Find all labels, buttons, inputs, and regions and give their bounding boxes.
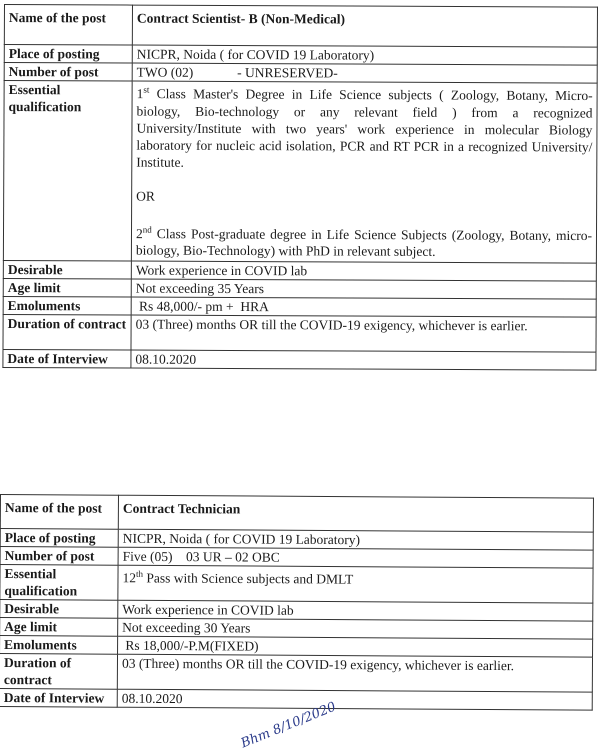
paragraph-text: Class Post-graduate degree in Life Science Subjects (Zoology, Botany, micro-biology, Bio-Technology) with PhD in relevant subject. — [135, 225, 593, 259]
row-label: Number of post — [0, 547, 118, 566]
ordinal-number: 2 — [135, 225, 143, 241]
row-value — [118, 565, 593, 603]
table-row — [4, 63, 597, 84]
table-row — [0, 495, 593, 533]
table-row — [0, 688, 592, 710]
row-value: Work experience in COVID lab — [118, 600, 593, 621]
row-label: Emoluments — [0, 636, 118, 655]
paragraph-text: OR — [136, 188, 155, 204]
qualification-paragraph — [136, 221, 592, 260]
row-value: Rs 48,000/- pm + HRA — [131, 297, 596, 317]
ordinal-suffix: th — [135, 568, 144, 579]
row-value: Not exceeding 30 Years — [118, 618, 593, 639]
row-value: Five (05) 03 UR – 02 OBC — [118, 547, 593, 568]
post-table-scientist — [2, 4, 598, 371]
ordinal-number: 1 — [136, 86, 144, 102]
table-row — [0, 565, 593, 604]
row-value: 08.10.2020 — [131, 350, 596, 370]
row-value: Contract Technician — [118, 495, 593, 532]
table-row — [4, 5, 597, 48]
row-label: Desirable — [3, 260, 131, 279]
row-label: Number of post — [4, 63, 132, 82]
row-value: Not exceeding 35 Years — [131, 279, 596, 299]
row-label: Date of Interview — [0, 688, 117, 707]
table-row — [4, 45, 597, 66]
post-table-technician — [0, 494, 594, 711]
ordinal-suffix: st — [143, 84, 150, 95]
paragraph-text: Pass with Science subjects and DMLT — [142, 570, 354, 587]
row-label: Name of the post — [4, 5, 132, 46]
row-label: Place of posting — [4, 45, 132, 64]
table-row — [0, 654, 593, 693]
qualification-paragraph — [122, 566, 588, 589]
row-label: Date of Interview — [3, 349, 131, 368]
row-label: Age limit — [0, 618, 118, 637]
row-label: Place of posting — [0, 529, 118, 548]
row-label: Age limit — [3, 278, 131, 297]
qualification-paragraph — [136, 82, 592, 172]
row-value: NICPR, Noida ( for COVID 19 Laboratory) — [118, 529, 593, 550]
row-label: Essential qualification — [3, 81, 132, 262]
row-value: TWO (02) - UNRESERVED- — [132, 63, 597, 83]
row-value: 03 (Three) months OR till the COVID-19 exigency, whichever is earlier. — [131, 315, 596, 352]
ordinal-number: 12 — [122, 570, 137, 586]
row-label: Desirable — [0, 600, 118, 619]
row-value: Contract Scientist- B (Non-Medical) — [132, 5, 597, 47]
table-row — [3, 349, 596, 370]
ordinal-suffix: nd — [142, 224, 152, 235]
handwritten-signature: Bhm 8/10/2020 — [238, 699, 339, 751]
row-value: Work experience in COVID lab — [131, 261, 596, 281]
paragraph-text: Class Master's Degree in Life Science subjects ( Zoology, Botany, Micro-biology, Bio-technology or any relevant field ) from a recognized University/Institute with two years' work experience in molecular Biology laboratory for nucleic acid isolation, PCR and RT PCR in a recognized University/ Institute. — [136, 86, 593, 170]
row-value: Rs 18,000/-P.M(FIXED) — [118, 636, 593, 657]
row-label: Name of the post — [0, 495, 118, 530]
row-value — [131, 81, 597, 263]
qualification-paragraph — [136, 187, 592, 206]
row-value: 08.10.2020 — [117, 689, 592, 710]
table-row — [3, 314, 596, 352]
table-row — [3, 81, 597, 264]
row-value: 03 (Three) months OR till the COVID-19 exigency, whichever is earlier. — [117, 654, 592, 692]
row-value: NICPR, Noida ( for COVID 19 Laboratory) — [132, 45, 597, 65]
row-label: Emoluments — [3, 296, 131, 315]
row-label: Duration of contract — [0, 654, 118, 690]
row-label: Essential qualification — [0, 565, 118, 601]
row-label: Duration of contract — [3, 314, 131, 350]
